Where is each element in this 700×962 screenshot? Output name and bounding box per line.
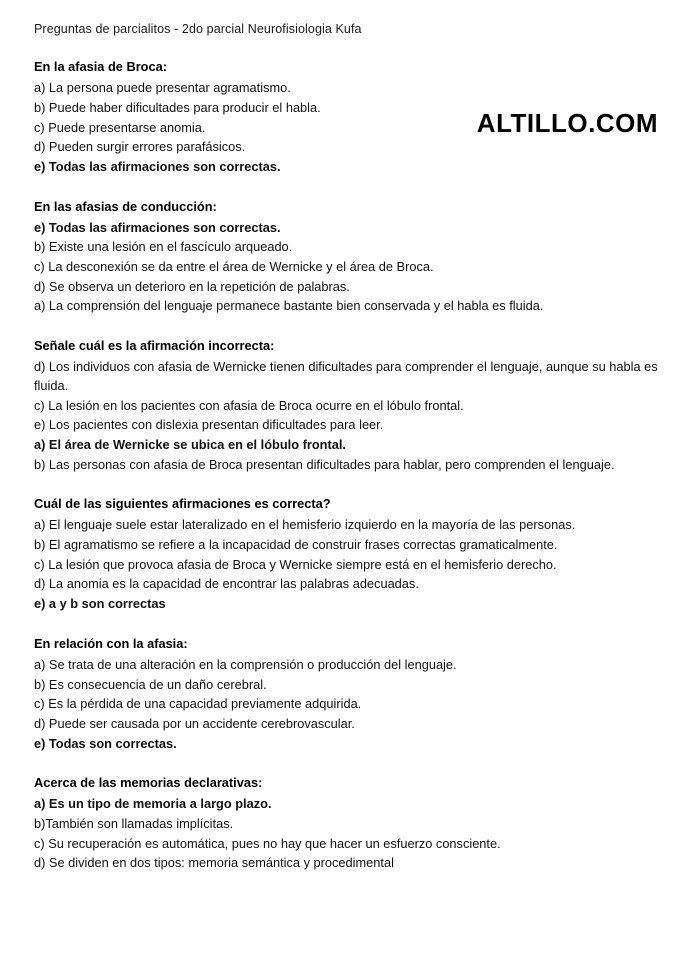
answer-option: a) Se trata de una alteración en la comprensión o producción del lenguaje.	[34, 656, 457, 672]
answer-option: d) Los individuos con afasia de Wernicke tienen dificultades para comprender el lenguaje, aunque su habla es fluida.	[34, 359, 658, 393]
question-title: En las afasias de conducción:	[34, 198, 217, 214]
question-block	[34, 774, 666, 874]
answer-option: c) Su recuperación es automática, pues no hay que hacer un esfuerzo consciente.	[34, 835, 501, 851]
question-title: En la afasia de Broca:	[34, 59, 167, 74]
answer-option: c) La desconexión se da entre el área de Wernicke y el área de Broca.	[34, 259, 434, 275]
answer-option: d) La anomia es la capacidad de encontrar las palabras adecuadas.	[34, 576, 419, 592]
answer-option: b) El agramatismo se refiere a la incapacidad de construir frases correctas gramaticalmente.	[34, 537, 558, 553]
answer-option: a) El área de Wernicke se ubica en el lóbulo frontal.	[34, 436, 346, 452]
answer-option: a) Es un tipo de memoria a largo plazo.	[34, 796, 272, 812]
answer-option: d) Se observa un deterioro en la repetición de palabras.	[34, 278, 350, 294]
answer-option: b) Puede haber dificultades para producir el habla.	[34, 99, 321, 115]
answer-option: c) La lesión en los pacientes con afasia de Broca ocurre en el lóbulo frontal.	[34, 397, 464, 413]
answer-option: c) La lesión que provoca afasia de Broca y Wernicke siempre está en el hemisferio derecho.	[34, 556, 557, 572]
question-block	[34, 495, 666, 615]
answer-option: c) Puede presentarse anomia.	[34, 119, 206, 135]
question-title: Señale cuál es la afirmación incorrecta:	[34, 338, 275, 354]
answer-option: e) Los pacientes con dislexia presentan dificultades para leer.	[34, 417, 384, 433]
question-title: Cuál de las siguientes afirmaciones es correcta?	[34, 496, 331, 512]
answer-option: e) Todas las afirmaciones son correctas.	[34, 158, 281, 174]
watermark-altillo: ALTILLO.COM	[476, 108, 658, 138]
answer-option: a) El lenguaje suele estar lateralizado en el hemisferio izquierdo en la mayoría de las personas.	[34, 517, 576, 533]
document-header: Preguntas de parcialitos - 2do parcial Neurofisiologia Kufa	[34, 22, 362, 36]
answer-option: b) Existe una lesión en el fascículo arqueado.	[34, 239, 293, 255]
question-title: En relación con la afasia:	[34, 635, 188, 651]
answer-option: e) a y b son correctas	[34, 596, 166, 612]
answer-option: e) Todas son correctas.	[34, 735, 177, 751]
questions-container	[34, 58, 666, 874]
answer-option: a) La comprensión del lenguaje permanece bastante bien conservada y el habla es fluida.	[34, 298, 544, 314]
question-block	[34, 635, 666, 755]
question-title: Acerca de las memorias declarativas:	[34, 775, 263, 791]
question-block	[34, 337, 666, 475]
answer-option: a) La persona puede presentar agramatismo.	[34, 80, 291, 96]
answer-option: b) Las personas con afasia de Broca presentan dificultades para hablar, pero comprenden el lenguaje.	[34, 456, 615, 472]
answer-option: d) Puede ser causada por un accidente cerebrovascular.	[34, 715, 355, 731]
answer-option: b) Es consecuencia de un daño cerebral.	[34, 676, 267, 692]
answer-option: e) Todas las afirmaciones son correctas.	[34, 219, 281, 235]
answer-option: c) Es la pérdida de una capacidad previamente adquirida.	[34, 696, 362, 712]
answer-option: b)También son llamadas implícitas.	[34, 816, 234, 832]
answer-option: d) Pueden surgir errores parafásicos.	[34, 139, 246, 155]
question-block	[34, 198, 666, 318]
answer-option: d) Se dividen en dos tipos: memoria semántica y procedimental	[34, 855, 394, 871]
